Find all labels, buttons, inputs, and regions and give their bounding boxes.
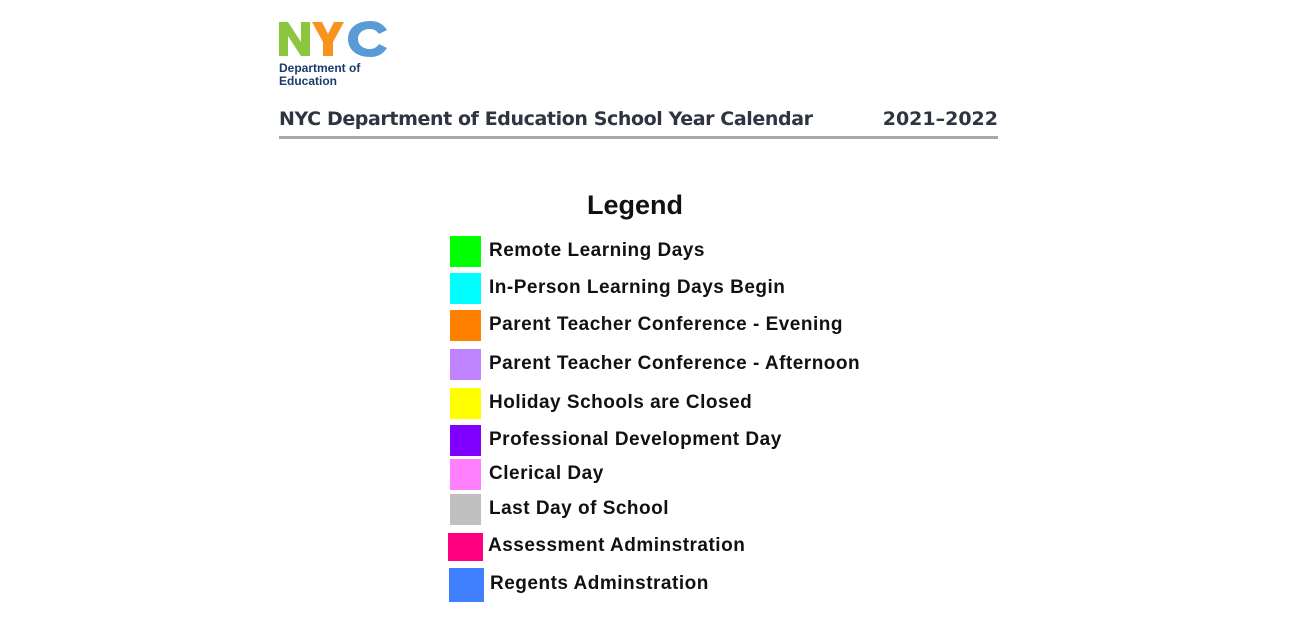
nyc-doe-logo — [279, 20, 399, 90]
legend-item-ptc-evening — [449, 310, 909, 344]
legend-item-remote-learning — [449, 236, 909, 270]
legend-swatch — [450, 494, 481, 525]
legend-label: Holiday Schools are Closed — [489, 392, 753, 413]
legend-item-assessment — [449, 533, 909, 567]
legend-swatch — [450, 425, 481, 456]
document-header — [279, 106, 998, 139]
legend-item-last-day — [449, 494, 909, 528]
legend-item-holiday — [449, 388, 909, 422]
legend-swatch — [449, 568, 484, 602]
legend-swatch — [450, 349, 481, 380]
legend-label: Remote Learning Days — [489, 240, 705, 261]
legend-item-ptc-afternoon — [449, 349, 909, 383]
nyc-logo-mark — [279, 20, 389, 58]
legend-label: In-Person Learning Days Begin — [489, 277, 786, 298]
legend-label: Parent Teacher Conference - Afternoon — [489, 353, 861, 374]
legend-label: Professional Development Day — [489, 429, 782, 450]
legend-title: Legend — [587, 190, 684, 220]
legend-item-professional-development — [449, 425, 909, 459]
legend-swatch — [450, 236, 481, 267]
legend-label: Clerical Day — [489, 463, 604, 484]
legend-item-in-person-begin — [449, 273, 909, 307]
page-title: NYC Department of Education School Year Calendar — [279, 108, 813, 130]
logo-text — [279, 62, 360, 88]
legend-item-clerical-day — [449, 459, 909, 493]
logo-line-2: Education — [279, 74, 338, 88]
legend-label: Parent Teacher Conference - Evening — [489, 314, 843, 335]
legend-label: Regents Adminstration — [490, 573, 709, 594]
legend-label: Assessment Adminstration — [488, 535, 746, 556]
legend-item-regents — [449, 568, 909, 602]
legend-swatch — [450, 273, 481, 304]
school-year: 2021–2022 — [882, 108, 998, 130]
logo-line-1: Department of — [279, 61, 361, 75]
legend-swatch — [450, 459, 481, 490]
legend-swatch — [450, 388, 481, 419]
legend-swatch — [450, 310, 481, 341]
legend-swatch — [448, 533, 483, 561]
legend-label: Last Day of School — [489, 498, 670, 519]
